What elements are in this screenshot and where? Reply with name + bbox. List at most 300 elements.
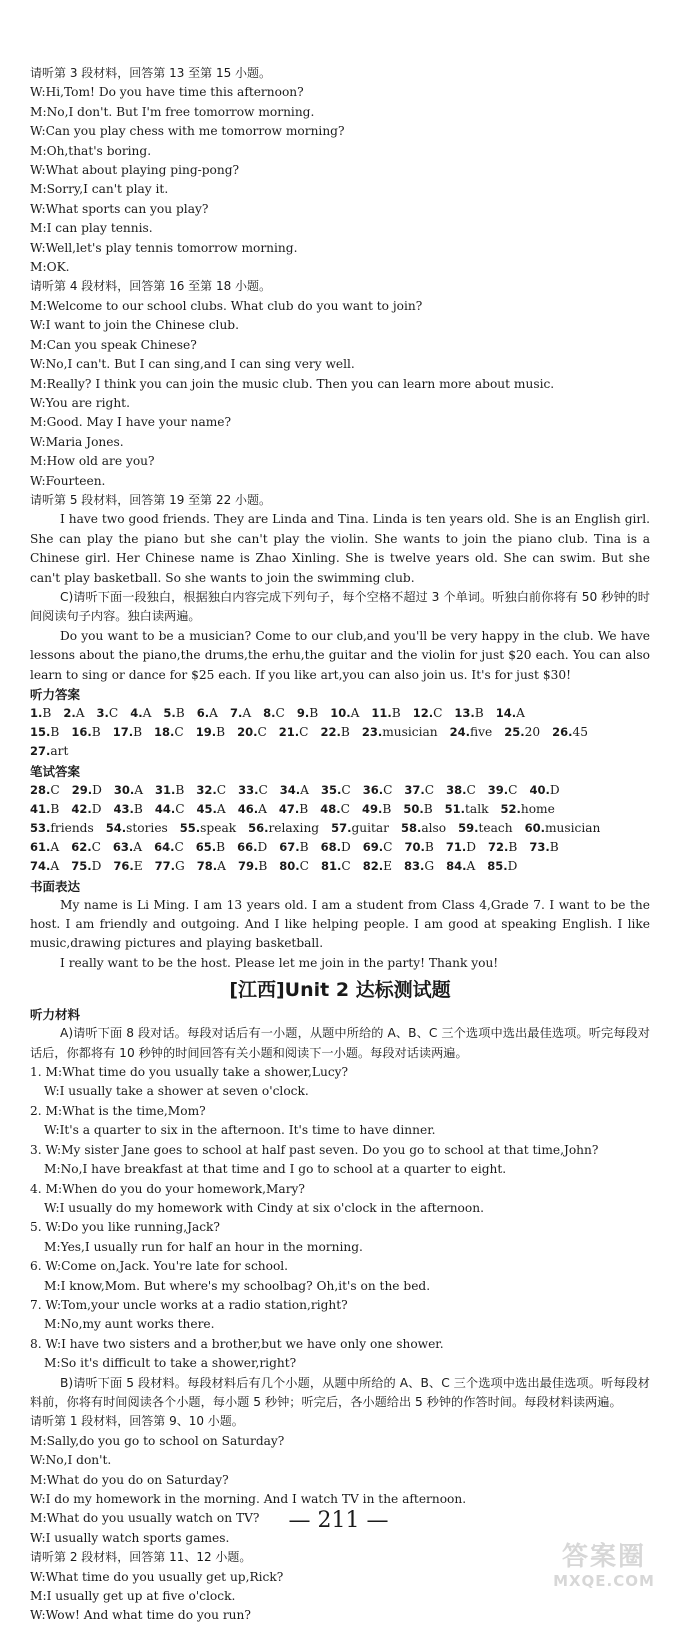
answer-item — [155, 857, 185, 876]
answer-number: 32. — [196, 782, 217, 797]
answer-value: E — [133, 859, 143, 874]
dialogue-line: W:I want to join the Chinese club. — [30, 318, 239, 333]
answer-value: A — [209, 706, 218, 720]
dialogue-line: 3. W:My sister Jane goes to school at half past seven. Do you go to school at that time,John? — [30, 1142, 599, 1157]
dialogue-line: W:Well,let's play tennis tomorrow morning. — [30, 240, 298, 255]
answer-item — [446, 838, 476, 857]
answer-item — [458, 819, 512, 838]
answer-item — [488, 781, 518, 800]
dialogue-line: M:I usually get up at five o'clock. — [30, 1589, 236, 1604]
answer-item — [321, 857, 351, 876]
answer-number: 66. — [237, 840, 258, 855]
dialogue-item — [30, 1102, 650, 1141]
answer-item — [196, 723, 225, 742]
dialogue-line: M:How old are you? — [30, 454, 155, 469]
answer-item — [320, 723, 349, 742]
answer-value: friends — [50, 821, 94, 836]
answer-value: B — [175, 782, 185, 797]
section5-passage: I have two good friends. They are Linda and Tina. Linda is ten years old. She is an English girl. She can play the piano but she can't play the violin. She wants to join the piano club. Tina is a Chinese girl. Her Chinese name is Zhao Xinling. She is twelve years old. She can swim. But she can't play basketball. So she wants to join the swimming club. — [30, 512, 650, 585]
dialogue-line: W:Can you play chess with me tomorrow morning? — [30, 124, 345, 139]
answer-number: 34. — [279, 782, 301, 797]
answer-item — [113, 838, 142, 857]
answer-item — [529, 838, 558, 857]
answer-item — [362, 723, 438, 742]
answer-item — [371, 704, 400, 723]
answer-value: five — [469, 725, 493, 740]
section5-instruction: 请听第 5 段材料，回答第 19 至第 22 小题。 — [30, 492, 272, 507]
answer-value: B — [91, 725, 101, 740]
answer-value: A — [134, 782, 144, 797]
answer-row — [30, 800, 650, 819]
watermark-domain: MXQE.COM — [553, 1572, 655, 1590]
answer-value: B — [42, 706, 52, 720]
dialogue-line: 6. W:Come on,Jack. You're late for school. — [30, 1259, 289, 1274]
answer-value: C — [108, 706, 119, 720]
dialogue-line: W:I do my homework in the morning. And I watch TV in the afternoon. — [30, 1492, 467, 1506]
answer-number: 20. — [237, 725, 258, 740]
answer-number: 27. — [30, 744, 51, 759]
answer-item — [113, 857, 142, 876]
answer-value: D — [91, 801, 102, 816]
answer-item — [280, 781, 309, 800]
answer-number: 75. — [71, 859, 92, 874]
section4-instruction: 请听第 4 段材料，回答第 16 至第 18 小题。 — [30, 279, 272, 294]
dialogue-line: W:What about playing ping-pong? — [30, 163, 240, 178]
dialogue-line: W:I usually take a shower at seven o'clock. — [44, 1084, 309, 1099]
answer-number: 80. — [279, 859, 300, 874]
written-answers-heading: 笔试答案 — [30, 763, 81, 779]
answer-item — [445, 800, 489, 819]
answer-value: C — [341, 859, 351, 874]
answer-value: C — [257, 725, 267, 740]
answer-value: guitar — [351, 821, 390, 836]
answer-item — [30, 723, 59, 742]
answer-value: A — [142, 706, 152, 720]
answer-number: 78. — [196, 859, 218, 874]
answer-value: relaxing — [268, 821, 320, 836]
answer-value: B — [474, 706, 484, 720]
answer-value: home — [520, 801, 555, 816]
listening-answers — [30, 704, 650, 762]
answer-value: art — [50, 744, 69, 759]
answer-number: 56. — [248, 821, 269, 836]
answer-item — [30, 857, 59, 876]
answer-item — [155, 800, 185, 819]
answer-item — [279, 723, 309, 742]
answer-number: 83. — [403, 859, 425, 874]
answer-value: C — [383, 782, 393, 797]
answer-item — [279, 800, 308, 819]
answer-item — [403, 800, 432, 819]
dialogue-line: 2. M:What is the time,Mom? — [30, 1103, 206, 1118]
answer-number: 72. — [487, 840, 509, 855]
answer-value: C — [341, 782, 351, 797]
answer-value: C — [433, 706, 443, 720]
answer-number: 22. — [320, 725, 341, 740]
section4-dialogue — [30, 297, 650, 491]
answer-item — [404, 838, 433, 857]
answer-value: C — [383, 840, 393, 855]
answer-item — [238, 800, 267, 819]
writing-para-2: I really want to be the host. Please let me join in the party! Thank you! — [60, 955, 499, 970]
answer-number: 21. — [278, 725, 300, 740]
dialogue-line: M:No,my aunt works there. — [44, 1317, 215, 1332]
answer-number: 71. — [445, 840, 467, 855]
answer-value: C — [508, 782, 518, 797]
section3-dialogue — [30, 83, 650, 277]
partC-instruction: C)请听下面一段独白，根据独白内容完成下列句子，每个空格不超过 3 个单词。听独白前你将有 50 秒钟的时间阅读句子内容。独白读两遍。 — [30, 589, 650, 624]
answer-number: 1. — [30, 706, 43, 720]
answer-number: 65. — [195, 840, 217, 855]
answer-item — [363, 857, 392, 876]
answer-value: C — [50, 782, 60, 797]
answer-number: 73. — [529, 840, 550, 855]
answer-number: 79. — [237, 859, 259, 874]
answer-value: A — [242, 706, 252, 720]
answer-item — [450, 723, 493, 742]
answer-value: B — [309, 706, 319, 720]
answer-number: 18. — [154, 725, 175, 740]
answer-number: 50. — [403, 801, 424, 816]
answer-value: speak — [200, 821, 237, 836]
page-number: — 211 — — [288, 1508, 389, 1533]
answer-number: 7. — [229, 706, 243, 720]
section3-instruction: 请听第 3 段材料，回答第 13 至第 15 小题。 — [30, 66, 272, 80]
answer-number: 45. — [196, 801, 217, 816]
answer-item — [114, 781, 143, 800]
answer-item — [154, 838, 184, 857]
answer-number: 13. — [454, 706, 475, 720]
dialogue-line: M:Sorry,I can't play it. — [30, 182, 169, 197]
dialogue-line: M:Oh,that's boring. — [30, 143, 152, 158]
dialogue-line: W:It's a quarter to six in the afternoon. It's time to have dinner. — [44, 1123, 436, 1138]
listening-answers-heading: 听力答案 — [30, 687, 81, 702]
partA-dialogues — [30, 1063, 650, 1374]
answer-value: A — [350, 706, 360, 720]
dialogue-line: W:I usually watch sports games. — [30, 1530, 230, 1545]
answer-number: 60. — [524, 821, 545, 836]
answer-number: 11. — [371, 706, 392, 720]
answer-item — [279, 838, 308, 857]
answer-number: 16. — [71, 725, 92, 740]
answer-number: 69. — [362, 840, 384, 855]
unit-title: [江西]Unit 2 达标测试题 — [229, 979, 451, 1002]
written-answers — [30, 781, 650, 877]
b2-instruction: 请听第 2 段材料，回答第 11、12 小题。 — [30, 1550, 252, 1565]
answer-value: G — [175, 859, 185, 874]
answer-number: 84. — [446, 859, 467, 874]
answer-item — [238, 781, 268, 800]
dialogue-line: M:What do you usually watch on TV? — [30, 1511, 260, 1526]
dialogue-line: W:Wow! And what time do you run? — [30, 1608, 251, 1623]
watermark-text: 答案圈 — [561, 1542, 646, 1572]
dialogue-line: M:I know,Mom. But where's my schoolbag? Oh,it's on the bed. — [44, 1278, 431, 1293]
answer-item — [413, 704, 443, 723]
dialogue-line: 8. W:I have two sisters and a brother,but we have only one shower. — [30, 1336, 444, 1351]
answer-number: 9. — [296, 706, 310, 720]
page-content — [30, 64, 650, 1626]
answer-row — [30, 838, 650, 857]
answer-value: B — [50, 801, 60, 816]
answer-item — [106, 819, 168, 838]
answer-number: 25. — [504, 725, 525, 740]
answer-number: 29. — [71, 782, 93, 797]
answer-number: 19. — [195, 725, 217, 740]
answer-value: C — [466, 782, 476, 797]
answer-value: C — [275, 706, 285, 720]
answer-number: 8. — [263, 706, 276, 720]
dialogue-line: W:Hi,Tom! Do you have time this afternoon? — [30, 85, 304, 100]
answer-value: B — [423, 801, 433, 816]
answer-value: A — [133, 840, 143, 855]
answer-value: B — [549, 840, 559, 855]
answer-item — [248, 819, 319, 838]
answer-value: C — [340, 801, 350, 816]
writing-heading: 书面表达 — [30, 878, 81, 894]
answer-value: D — [341, 840, 351, 855]
answer-item — [279, 857, 309, 876]
answer-value: B — [382, 801, 392, 816]
answer-value: C — [299, 725, 309, 740]
answer-value: A — [75, 706, 85, 720]
answer-number: 77. — [154, 859, 175, 874]
answer-item — [454, 704, 483, 723]
dialogue-line: W:Maria Jones. — [30, 434, 124, 449]
answer-row — [30, 723, 650, 742]
answer-row — [30, 704, 650, 723]
answer-item — [197, 704, 218, 723]
answer-value: C — [91, 840, 101, 855]
answer-item — [196, 838, 225, 857]
answer-row — [30, 742, 650, 761]
answer-item — [30, 781, 60, 800]
answer-item — [30, 704, 51, 723]
answer-item — [71, 857, 101, 876]
answer-item — [401, 819, 446, 838]
answer-value: B — [175, 706, 185, 720]
dialogue-line: M:Can you speak Chinese? — [30, 337, 197, 352]
dialogue-line: M:Sally,do you go to school on Saturday? — [30, 1433, 285, 1448]
answer-item — [114, 800, 143, 819]
answer-item — [197, 857, 226, 876]
watermark-logo — [539, 1542, 669, 1594]
answer-item — [180, 819, 236, 838]
answer-item — [330, 704, 359, 723]
answer-item — [63, 704, 84, 723]
answer-number: 63. — [112, 840, 134, 855]
answer-value: B — [258, 859, 268, 874]
answer-value: talk — [465, 801, 489, 816]
answer-value: A — [466, 859, 476, 874]
answer-value: B — [340, 725, 350, 740]
answer-item — [321, 781, 351, 800]
answer-value: B — [50, 725, 60, 740]
answer-value: C — [299, 859, 309, 874]
answer-number: 33. — [238, 782, 259, 797]
answer-number: 26. — [552, 725, 573, 740]
answer-value: musician — [382, 725, 438, 740]
dialogue-line: M:Good. May I have your name? — [30, 415, 232, 430]
answer-item — [230, 704, 251, 723]
answer-item — [331, 819, 389, 838]
answer-number: 17. — [112, 725, 134, 740]
answer-item — [154, 723, 184, 742]
dialogue-line: M:No,I don't. But I'm free tomorrow morning. — [30, 104, 315, 119]
answer-number: 62. — [71, 840, 92, 855]
answer-value: B — [508, 840, 518, 855]
answer-number: 14. — [495, 706, 517, 720]
answer-number: 55. — [179, 821, 201, 836]
answer-item — [197, 800, 226, 819]
answer-item — [196, 781, 226, 800]
answer-item — [321, 838, 351, 857]
answer-item — [446, 781, 476, 800]
answer-item — [237, 723, 267, 742]
answer-number: 23. — [361, 725, 383, 740]
answer-item — [363, 781, 393, 800]
answer-number: 5. — [163, 706, 176, 720]
answer-item — [30, 742, 68, 761]
answer-number: 37. — [404, 782, 425, 797]
answer-number: 76. — [113, 859, 134, 874]
writing-para-1: My name is Li Ming. I am 13 years old. I am a student from Class 4,Grade 7. I want to be the host. I am friendly and outgoing. And I like helping people. I am good at speaking English. I like music,drawing pictures and playing basketball. — [30, 897, 650, 951]
dialogue-item — [30, 1218, 650, 1257]
answer-number: 70. — [404, 840, 425, 855]
answer-item — [30, 838, 59, 857]
answer-item — [446, 857, 475, 876]
dialogue-line: 7. W:Tom,your uncle works at a radio station,right? — [30, 1297, 348, 1312]
answer-item — [362, 800, 391, 819]
answer-number: 10. — [330, 706, 351, 720]
dialogue-line: M:Yes,I usually run for half an hour in the morning. — [44, 1239, 363, 1254]
dialogue-item — [30, 1257, 650, 1296]
dialogue-item — [30, 1296, 650, 1335]
answer-item — [71, 723, 100, 742]
answer-number: 85. — [487, 859, 508, 874]
answer-number: 61. — [30, 840, 51, 855]
answer-value: A — [50, 859, 60, 874]
answer-value: A — [216, 801, 226, 816]
answer-number: 30. — [113, 782, 135, 797]
answer-item — [113, 723, 142, 742]
answer-value: stories — [126, 821, 168, 836]
dialogue-line: W:Fourteen. — [30, 473, 106, 488]
answer-value: B — [133, 725, 143, 740]
answer-item — [71, 838, 101, 857]
answer-value: D — [91, 859, 102, 874]
answer-number: 53. — [30, 821, 51, 836]
answer-number: 46. — [237, 801, 259, 816]
answer-value: C — [216, 782, 227, 797]
answer-item — [504, 723, 540, 742]
answer-item — [263, 704, 285, 723]
answer-value: D — [92, 782, 102, 797]
answer-number: 59. — [458, 821, 479, 836]
answer-value: 45 — [572, 725, 588, 740]
dialogue-line: W:I usually do my homework with Cindy at six o'clock in the afternoon. — [44, 1200, 484, 1215]
answer-item — [530, 781, 560, 800]
answer-number: 68. — [320, 840, 341, 855]
answer-value: teach — [478, 821, 513, 836]
answer-value: B — [216, 725, 226, 740]
answer-number: 2. — [63, 706, 76, 720]
answer-item — [30, 819, 94, 838]
answer-value: B — [133, 801, 143, 816]
answer-value: musician — [544, 821, 601, 836]
answer-value: 20 — [524, 725, 541, 740]
answer-item — [525, 819, 601, 838]
answer-row — [30, 781, 650, 800]
answer-value: B — [391, 706, 401, 720]
answer-item — [237, 838, 267, 857]
dialogue-line: M:Really? I think you can join the music club. Then you can learn more about music. — [30, 376, 555, 391]
answer-value: also — [421, 821, 447, 836]
dialogue-line: W:No,I can't. But I can sing,and I can sing very well. — [30, 357, 355, 372]
answer-item — [238, 857, 267, 876]
answer-item — [30, 800, 59, 819]
answer-value: G — [424, 859, 435, 874]
answer-number: 82. — [362, 859, 384, 874]
answer-number: 44. — [154, 801, 176, 816]
answer-number: 48. — [320, 801, 341, 816]
answer-value: C — [424, 782, 435, 797]
b1-instruction: 请听第 1 段材料，回答第 9、10 小题。 — [30, 1414, 244, 1429]
dialogue-line: 1. M:What time do you usually take a shower,Lucy? — [30, 1065, 349, 1080]
answer-item — [404, 781, 434, 800]
answer-number: 6. — [196, 706, 210, 720]
listening-material-heading: 听力材料 — [30, 1007, 81, 1023]
partB-instruction: B)请听下面 5 段材料。每段材料后有几个小题，从题中所给的 A、B、C 三个选项中选出最佳选项。听每段材料前，你将有时间阅读各个小题，每小题 5 秒钟；听完后，各小题给出 5 秒钟的作答时间。每段材料读两遍。 — [30, 1375, 650, 1409]
answer-number: 3. — [96, 706, 109, 720]
answer-number: 12. — [412, 706, 434, 720]
answer-item — [320, 800, 350, 819]
dialogue-line: W:No,I don't. — [30, 1453, 112, 1468]
answer-item — [487, 857, 517, 876]
answer-value: B — [299, 801, 309, 816]
answer-value: C — [174, 725, 184, 740]
answer-number: 31. — [155, 782, 176, 797]
dialogue-line: 5. W:Do you like running,Jack? — [30, 1220, 220, 1235]
answer-value: E — [383, 859, 392, 874]
answer-value: A — [516, 706, 525, 720]
answer-number: 43. — [113, 801, 134, 816]
answer-number: 58. — [401, 821, 422, 836]
answer-number: 81. — [320, 859, 342, 874]
answer-number: 41. — [30, 801, 51, 816]
answer-number: 54. — [105, 821, 127, 836]
answer-number: 52. — [500, 801, 521, 816]
answer-value: B — [216, 840, 226, 855]
answer-number: 24. — [449, 725, 470, 740]
answer-number: 35. — [320, 782, 342, 797]
partA-instruction: A)请听下面 8 段对话。每段对话后有一小题，从题中所给的 A、B、C 三个选项中选出最佳选项。听完每段对话后，你都将有 10 秒钟的时间回答有关小题和阅读下一小题。每段对话读两遍。 — [30, 1026, 650, 1060]
answer-number: 57. — [331, 821, 352, 836]
answer-number: 49. — [361, 801, 383, 816]
answer-item — [297, 704, 318, 723]
answer-row — [30, 819, 650, 838]
dialogue-line: M:What do you do on Saturday? — [30, 1472, 229, 1487]
dialogue-line: M:OK. — [30, 260, 70, 275]
dialogue-line: M:I can play tennis. — [30, 221, 153, 236]
answer-value: D — [549, 782, 560, 797]
answer-number: 36. — [362, 782, 384, 797]
dialogue-item — [30, 1180, 650, 1219]
answer-item — [155, 781, 184, 800]
answer-number: 39. — [487, 782, 509, 797]
dialogue-item — [30, 1335, 650, 1374]
dialogue-line: M:No,I have breakfast at that time and I go to school at a quarter to eight. — [44, 1162, 507, 1177]
dialogue-item — [30, 1141, 650, 1180]
